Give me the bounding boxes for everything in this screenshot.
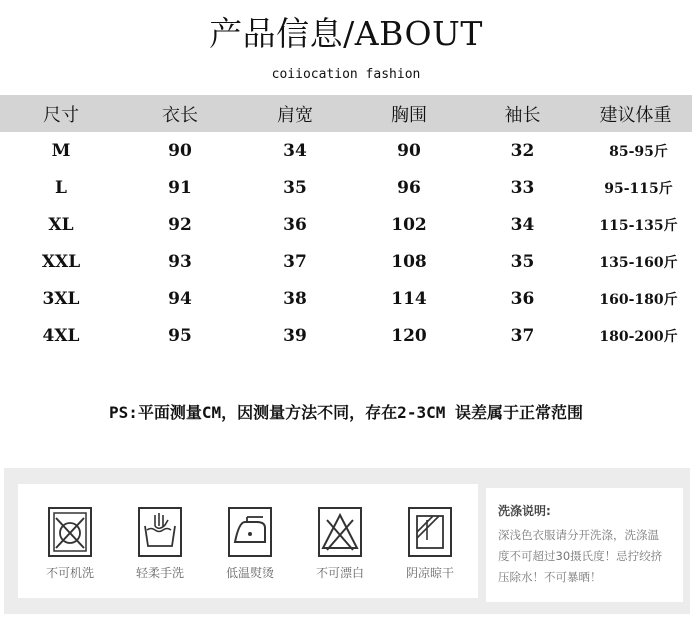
care-label: 轻柔手洗 — [135, 566, 184, 580]
cell-sleeve: 34 — [510, 214, 535, 235]
cell-chest: 90 — [397, 140, 421, 161]
page-title: 产品信息/ABOUT — [209, 14, 483, 53]
wash-instructions-line: 深浅色衣服请分开洗涤，洗涤温 — [498, 528, 659, 542]
cell-chest: 108 — [391, 251, 427, 272]
cell-weight: 95-115斤 — [604, 180, 673, 197]
cell-shoulder: 37 — [283, 251, 307, 272]
cell-shoulder: 34 — [283, 140, 307, 161]
cell-chest: 102 — [391, 214, 427, 235]
table-row — [0, 206, 692, 243]
size-table-header — [0, 95, 692, 132]
hand-wash-icon — [137, 506, 183, 558]
table-row — [0, 280, 692, 317]
cell-size: 4XL — [42, 325, 80, 346]
care-label: 阴凉晾干 — [405, 566, 454, 580]
care-panel — [4, 468, 690, 614]
cell-weight: 115-135斤 — [599, 217, 678, 234]
cell-size: M — [51, 140, 71, 161]
wash-instructions-text — [498, 525, 671, 588]
cell-chest: 96 — [397, 177, 421, 198]
cell-weight: 135-160斤 — [599, 254, 678, 271]
cell-weight: 180-200斤 — [599, 328, 678, 345]
cell-length: 91 — [168, 177, 192, 198]
cell-chest: 114 — [391, 288, 427, 309]
table-row — [0, 169, 692, 206]
header-sleeve: 袖长 — [504, 104, 541, 126]
cell-sleeve: 33 — [510, 177, 535, 198]
wash-instructions-panel — [486, 488, 683, 602]
cell-size: XL — [48, 214, 74, 235]
cell-chest: 120 — [391, 325, 427, 346]
cell-length: 92 — [168, 214, 192, 235]
care-label: 低温熨烫 — [225, 566, 274, 580]
table-row — [0, 132, 692, 169]
care-item-no-machine-wash — [30, 506, 110, 581]
wash-instructions-title: 洗涤说明: — [498, 504, 551, 518]
size-table — [0, 95, 692, 354]
care-item-hand-wash — [120, 506, 200, 581]
header-weight: 建议体重 — [599, 104, 672, 126]
wash-instructions-line: 压除水！不可暴晒！ — [498, 570, 602, 584]
cell-shoulder: 39 — [283, 325, 307, 346]
no-machine-wash-icon — [47, 506, 93, 558]
care-icons-panel — [18, 484, 478, 598]
cell-shoulder: 35 — [283, 177, 307, 198]
cell-size: L — [55, 177, 67, 198]
low-iron-icon — [227, 506, 273, 558]
header-length: 衣长 — [162, 104, 198, 126]
table-row — [0, 317, 692, 354]
shade-dry-icon — [407, 506, 453, 558]
cell-length: 90 — [168, 140, 192, 161]
care-label: 不可漂白 — [315, 566, 364, 580]
care-label: 不可机洗 — [45, 566, 94, 580]
cell-sleeve: 35 — [510, 251, 535, 272]
cell-length: 95 — [168, 325, 192, 346]
care-item-no-bleach — [300, 506, 380, 581]
measurement-note: PS:平面测量CM，因测量方法不同，存在2-3CM 误差属于正常范围 — [109, 403, 583, 422]
cell-size: 3XL — [42, 288, 80, 309]
header-shoulder: 肩宽 — [277, 104, 313, 126]
cell-sleeve: 32 — [510, 140, 535, 161]
cell-size: XXL — [41, 251, 81, 272]
table-row — [0, 243, 692, 280]
header-chest: 胸围 — [391, 104, 427, 126]
care-item-shade-dry — [390, 506, 470, 581]
cell-sleeve: 37 — [510, 325, 535, 346]
no-bleach-icon — [317, 506, 363, 558]
page-subtitle: coiiocation fashion — [271, 67, 421, 82]
header-size: 尺寸 — [43, 104, 79, 126]
care-item-low-iron — [210, 506, 290, 581]
wash-instructions-line: 度不可超过30摄氏度！忌拧绞挤 — [498, 549, 663, 563]
cell-shoulder: 38 — [283, 288, 307, 309]
cell-weight: 160-180斤 — [599, 291, 678, 308]
cell-length: 93 — [168, 251, 192, 272]
cell-sleeve: 36 — [510, 288, 535, 309]
cell-weight: 85-95斤 — [609, 143, 668, 160]
cell-shoulder: 36 — [283, 214, 307, 235]
cell-length: 94 — [168, 288, 192, 309]
